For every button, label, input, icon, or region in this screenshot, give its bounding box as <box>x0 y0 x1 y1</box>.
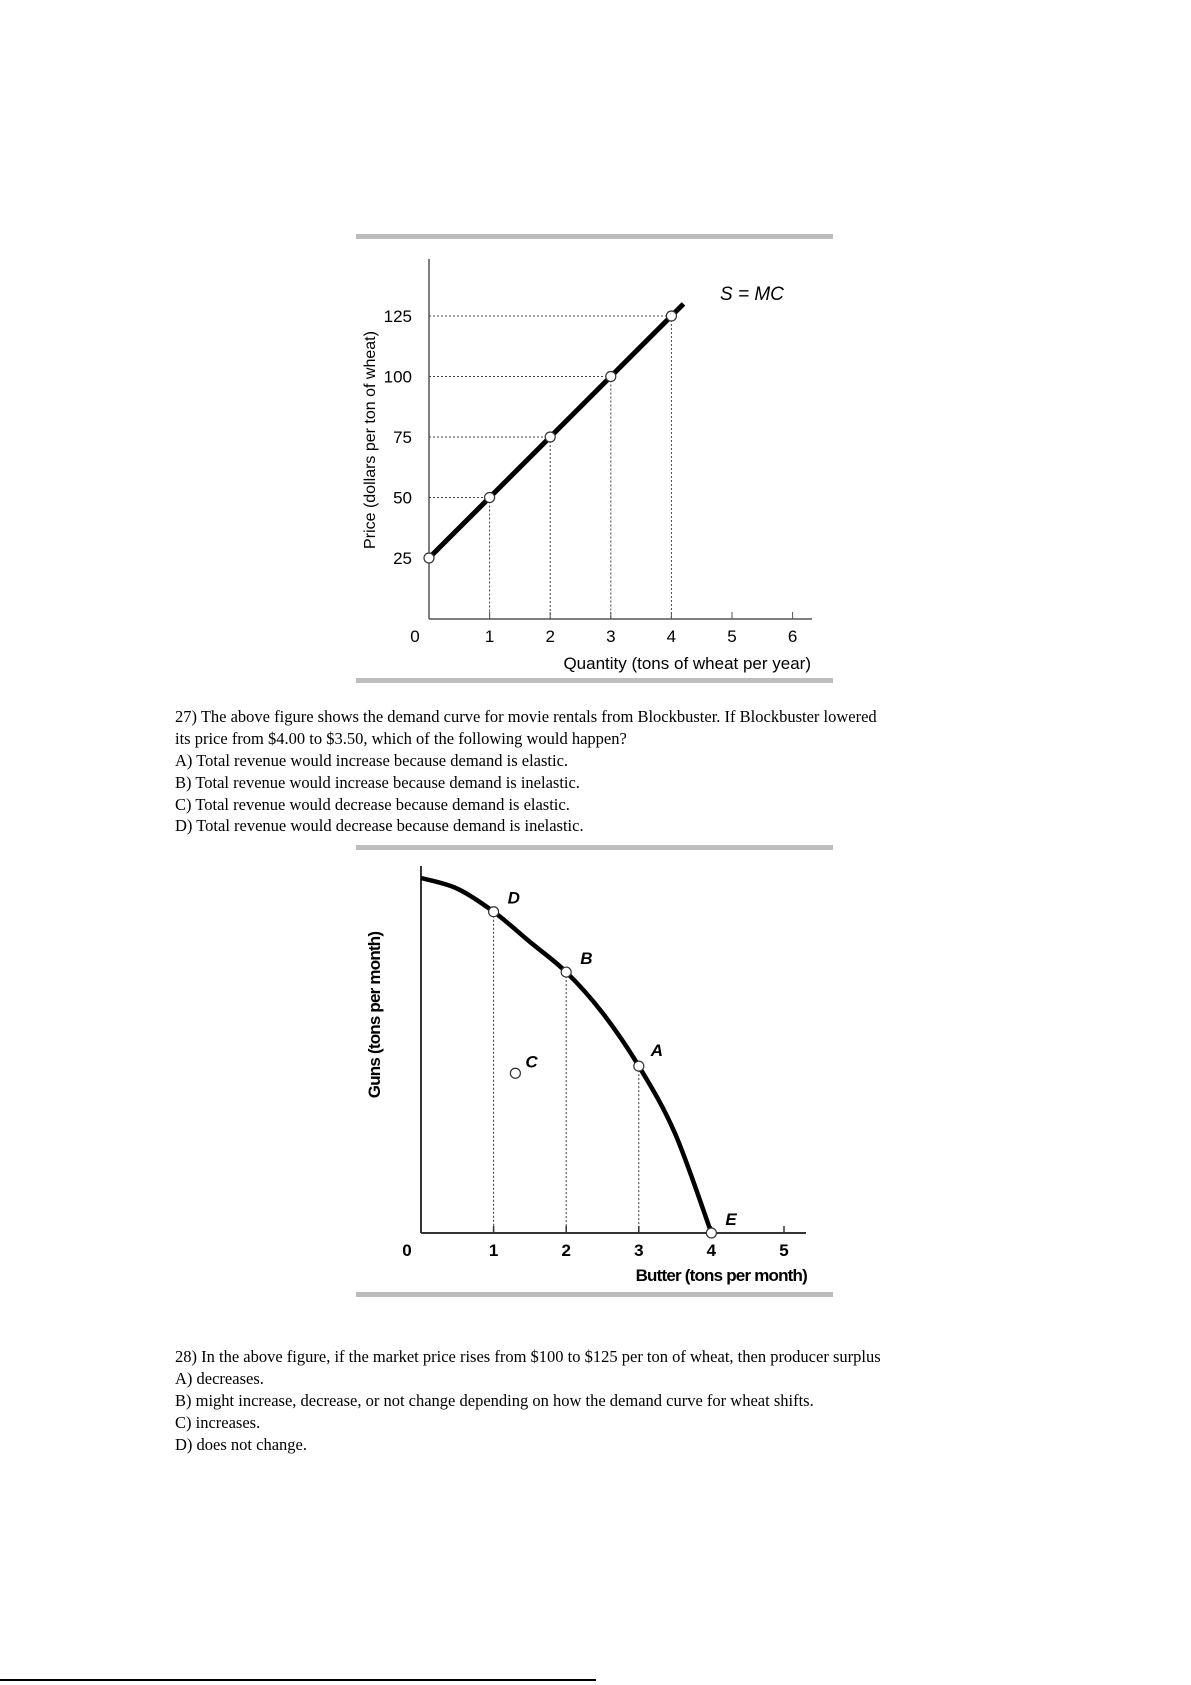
chart2-point-d-label: D <box>507 888 520 908</box>
chart2-point-e-label: E <box>725 1210 737 1229</box>
question-28-option-d: D) does not change. <box>175 1435 307 1454</box>
chart2-top-frame-bar <box>356 845 833 850</box>
chart1-x-tick-label: 5 <box>727 627 737 646</box>
chart2-point-d-marker <box>489 907 499 917</box>
chart1-x-tick-label: 0 <box>410 627 420 646</box>
question-28 <box>175 1346 881 1456</box>
chart1-y-tick-label: 100 <box>383 367 412 387</box>
chart2-x-tick-label: 0 <box>402 1241 412 1260</box>
question-28-option-b: B) might increase, decrease, or not change depending on how the demand curve for wheat shifts. <box>175 1391 814 1410</box>
chart1-x-tick-label: 6 <box>787 627 798 646</box>
question-27-line: its price from $4.00 to $3.50, which of the following would happen? <box>175 729 627 748</box>
supply-chart <box>356 234 833 683</box>
chart1-point-marker <box>606 372 616 382</box>
chart1-y-axis-label: Price (dollars per ton of wheat) <box>362 331 379 549</box>
chart2-x-tick-label: 1 <box>488 1241 499 1260</box>
chart2-point-a-label: A <box>650 1041 664 1061</box>
chart2-y-axis-label: Guns (tons per month) <box>365 931 384 1099</box>
chart1-x-tick-label: 4 <box>666 627 677 646</box>
chart1-x-axis-label: Quantity (tons of wheat per year) <box>563 654 811 673</box>
question-27-option-c: C) Total revenue would decrease because demand is elastic. <box>175 794 570 814</box>
chart1-curve-label: S = MC <box>720 284 784 305</box>
chart1-x-tick-label: 1 <box>484 627 495 646</box>
chart2-ppf-curve <box>421 878 711 1233</box>
question-28-option-a: A) decreases. <box>175 1369 264 1388</box>
chart1-supply-curve <box>429 304 684 558</box>
chart1-y-tick-label: 75 <box>393 428 412 447</box>
chart1-point-marker <box>485 493 495 503</box>
chart2-point-c-label: C <box>525 1052 538 1072</box>
chart1-y-tick-label: 50 <box>393 488 412 508</box>
chart2-point-b-label: B <box>580 949 593 969</box>
ppf-chart <box>356 845 833 1297</box>
chart1-bottom-frame-bar <box>356 678 833 683</box>
question-28-line: 28) In the above figure, if the market price rises from $100 to $125 per ton of wheat, then producer surplus <box>175 1347 881 1366</box>
question-27-option-a: A) Total revenue would increase because demand is elastic. <box>175 751 569 770</box>
chart1-point-marker <box>666 311 676 321</box>
chart1-x-tick-label: 3 <box>606 627 616 646</box>
chart2-bottom-frame-bar <box>356 1292 833 1297</box>
chart1-y-tick-label: 125 <box>383 307 412 326</box>
chart2-x-tick-label: 4 <box>706 1241 717 1260</box>
chart2-x-tick-label: 3 <box>634 1241 644 1260</box>
chart2-x-tick-label: 5 <box>779 1241 789 1260</box>
question-28-option-c: C) increases. <box>175 1413 261 1432</box>
chart2-point-b-marker <box>561 967 571 977</box>
chart2-x-tick-label: 2 <box>561 1241 571 1260</box>
chart1-y-tick-label: 25 <box>393 549 412 568</box>
chart1-point-marker <box>545 432 555 442</box>
question-27-option-b: B) Total revenue would increase because demand is inelastic. <box>175 772 580 792</box>
chart1-point-marker <box>424 553 434 563</box>
chart1-top-frame-bar <box>356 234 833 239</box>
question-27-line: 27) The above figure shows the demand curve for movie rentals from Blockbuster. If Blockbuster lowered <box>175 707 877 726</box>
chart2-point-a-marker <box>634 1061 644 1071</box>
question-27-option-d: D) Total revenue would decrease because demand is inelastic. <box>175 816 584 835</box>
chart1-x-tick-label: 2 <box>545 627 555 646</box>
chart2-x-axis-label: Butter (tons per month) <box>635 1266 807 1285</box>
chart2-point-e-marker <box>706 1228 716 1238</box>
footnote-rule <box>0 1679 596 1681</box>
chart2-point-c-marker <box>510 1068 520 1078</box>
question-27 <box>175 706 877 835</box>
